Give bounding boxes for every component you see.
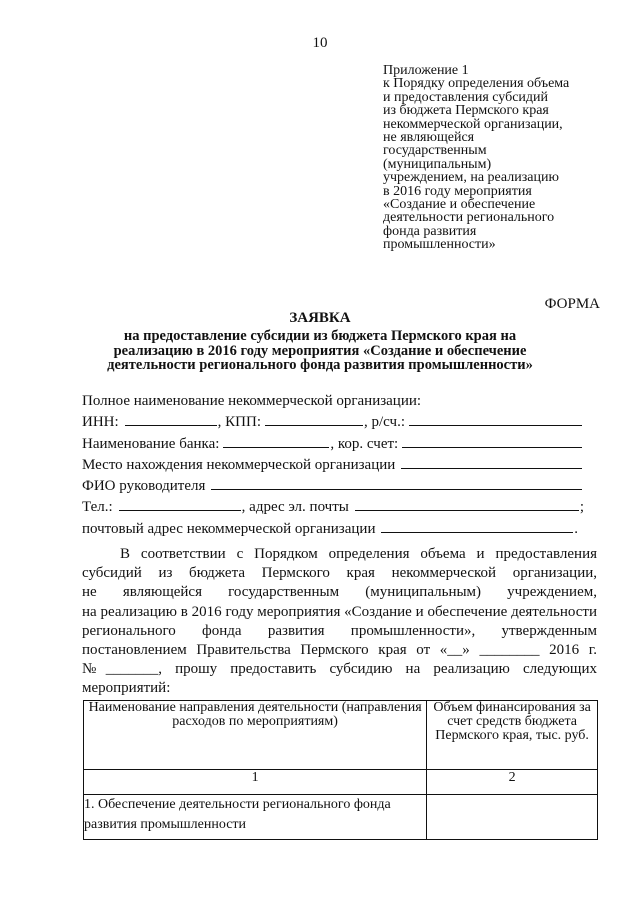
appendix-line: деятельности регионального [383,210,555,226]
inn-line [82,411,592,432]
email-label: , адрес эл. почты [241,499,349,516]
subtitle-line: на предоставление субсидии из бюджета Пермского края на [123,328,517,344]
table-row [84,795,598,840]
paragraph-line: регионального фонда развития промышленности», утвержденным [82,622,597,639]
head-line [82,475,592,496]
appendix-line: государственным [383,143,487,159]
request-paragraph [82,545,597,699]
page-number: 10 [312,35,328,51]
table-number-row [84,770,598,795]
postal-line [82,518,592,539]
header-amount: Объем финансирования за счет средств бюджета Пермского края, тыс. руб. [427,701,598,770]
column-number-2: 2 [427,770,598,795]
postal-label: почтовый адрес некоммерческой организации [82,520,376,537]
full-name-line [82,391,592,411]
funding-table [83,700,598,840]
appendix-line: (муниципальным) [383,156,492,172]
email-blank[interactable] [355,496,579,511]
contacts-line [82,496,592,517]
inn-blank[interactable] [125,411,217,426]
paragraph-line: №_______, прошу предоставить субсидию на реализацию следующих [82,661,597,678]
paragraph-line: субсидий из бюджета Пермского края некоммерческой организации, [82,565,597,582]
corr-account-blank[interactable] [402,433,582,448]
appendix-line: из бюджета Пермского края [383,103,549,119]
applicant-fields [82,391,592,539]
location-line [82,454,592,475]
appendix-line: в 2016 году мероприятия [383,183,532,199]
kpp-label: , КПП: [217,414,262,431]
appendix-line: к Порядку определения объема [383,76,570,92]
bank-line [82,433,592,454]
appendix-line: фонда развития [383,223,477,239]
amount-cell[interactable] [427,795,598,840]
phone-label: Тел.: [82,499,113,516]
subtitle-line: деятельности регионального фонда развития промышленности» [107,357,533,373]
account-blank[interactable] [409,411,582,426]
bank-label: Наименование банка: [82,435,220,452]
paragraph-line: мероприятий: [82,680,171,697]
appendix-line: «Создание и обеспечение [383,197,536,213]
kpp-blank[interactable] [265,411,363,426]
corr-label: , кор. счет: [330,435,399,452]
appendix-line: не являющейся [383,130,475,146]
postal-blank[interactable] [381,518,573,533]
appendix-line: некоммерческой организации, [383,116,563,132]
table-header-row [84,701,598,770]
inn-label: ИНН: [82,414,119,431]
appendix-note [383,64,608,252]
head-label: ФИО руководителя [82,478,206,495]
period: . [574,520,578,537]
appendix-line: промышленности» [383,237,496,253]
activity-name-cell: 1. Обеспечение деятельности регионального фонда развития промышленности [84,795,427,840]
paragraph-line: на реализацию в 2016 году мероприятия «Создание и обеспечение деятельности [82,603,597,620]
account-label: , р/сч.: [364,414,406,431]
appendix-line: Приложение 1 [383,63,469,78]
header-activity: Наименование направления деятельности (направления расходов по мероприятиям) [84,701,427,770]
form-label: ФОРМА [544,296,600,312]
semicolon: ; [579,499,584,516]
paragraph-line: постановлением Правительства Пермского края от «__» ________ 2016 г. [82,642,597,659]
document-subtitle [100,329,540,373]
phone-blank[interactable] [119,496,241,511]
head-blank[interactable] [211,475,582,490]
location-label: Место нахождения некоммерческой организации [82,456,396,473]
document-title: ЗАЯВКА [289,310,351,326]
paragraph-line: В соответствии с Порядком определения объема и предоставления [120,546,597,562]
column-number-1: 1 [84,770,427,795]
appendix-line: учреждением, на реализацию [383,170,559,186]
full-name-label: Полное наименование некоммерческой организации: [82,393,422,409]
location-blank[interactable] [401,454,582,469]
subtitle-line: реализацию в 2016 году мероприятия «Создание и обеспечение [113,342,527,359]
paragraph-line: не являющейся государственным (муниципальным) учреждением, [82,584,597,601]
appendix-line: и предоставления субсидий [383,89,549,105]
bank-blank[interactable] [223,433,329,448]
